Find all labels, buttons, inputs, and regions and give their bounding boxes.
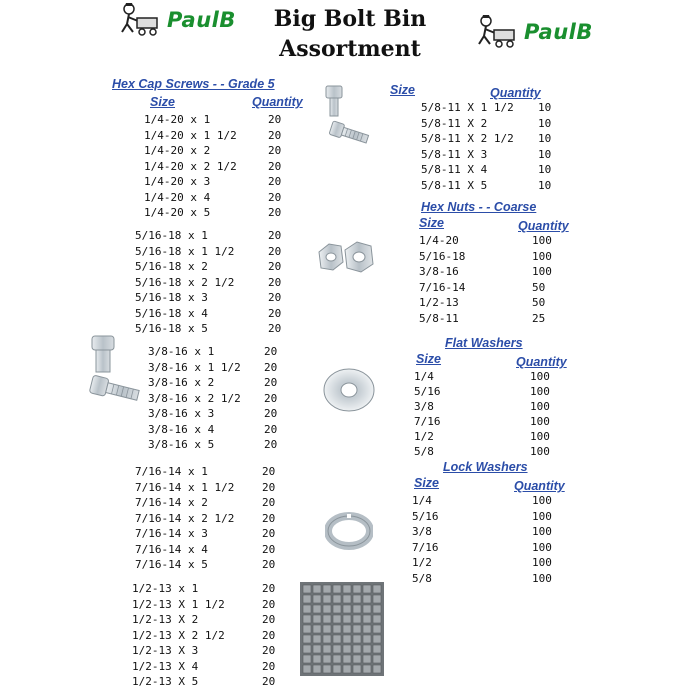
page-title	[0, 4, 700, 64]
quantity-value: 100	[532, 509, 552, 523]
quantity-value: 100	[530, 430, 550, 443]
size-value: 5/16-18 x 5	[135, 322, 208, 335]
hex-cap-row	[132, 628, 276, 642]
hex-cap-row	[148, 422, 278, 436]
size-value: 5/8-11	[419, 311, 459, 325]
quantity-value: 100	[532, 556, 552, 569]
quantity-value: 20	[262, 511, 276, 525]
lock-washers-title: Lock Washers	[443, 460, 528, 474]
quantity-value: 20	[268, 260, 282, 273]
lock-washers-row	[412, 494, 552, 507]
lock-washer-icon	[325, 512, 373, 550]
hex-nuts-row	[419, 265, 552, 278]
size-value: 5/16-18 x 1	[135, 229, 208, 242]
size-value: 5/16-18 x 4	[135, 306, 208, 320]
size-value: 1/4-20 x 1 1/2	[144, 128, 237, 142]
hex-cap-row	[148, 391, 278, 405]
size-value: 7/16-14 x 1 1/2	[135, 480, 235, 494]
hex-cap-row	[135, 527, 276, 540]
hex-cap-row	[135, 260, 282, 273]
hex-cap-row	[135, 306, 282, 320]
size-value: 1/4-20 x 2	[144, 144, 211, 157]
hex-cap-row	[132, 659, 276, 673]
lock-washers-row	[412, 525, 552, 538]
size-value: 3/8-16 x 3	[148, 407, 215, 420]
size-value: 3/8-16 x 1 1/2	[148, 360, 241, 374]
flat-washers-row	[414, 370, 550, 383]
quantity-value: 100	[532, 525, 552, 538]
title-line-2: Assortment	[279, 36, 421, 62]
hex-cap-row	[144, 159, 282, 173]
flat-washers-title: Flat Washers	[445, 336, 523, 350]
size-value: 3/8-16 x 2 1/2	[148, 391, 241, 405]
size-value: 1/4-20 x 5	[144, 206, 211, 219]
size-value: 1/2-13 x 1	[132, 582, 199, 595]
hex-cap-row	[132, 675, 276, 688]
title-line-1: Big Bolt Bin	[273, 6, 427, 32]
size-value: 1/4-20 x 3	[144, 175, 211, 188]
hex-cap-row	[135, 244, 282, 258]
size-value: 3/8-16	[419, 265, 459, 278]
hex-cap-row	[132, 644, 276, 657]
hex-bolt-icon	[318, 84, 374, 154]
size-value: 1/2-13 X 4	[132, 659, 199, 673]
logo-left	[115, 2, 236, 38]
quantity-value: 20	[264, 376, 278, 389]
hex-nuts-quantity-header: Quantity	[518, 219, 569, 233]
quantity-value: 20	[264, 345, 278, 358]
five-eighths-size-header: Size	[390, 83, 416, 97]
lock-washers-row	[412, 571, 552, 585]
hex-cap-row	[132, 582, 276, 595]
quantity-value: 20	[262, 659, 276, 673]
size-value: 1/2-13 X 3	[132, 644, 199, 657]
size-value: 1/4	[414, 370, 434, 383]
logo-right	[472, 14, 593, 50]
size-value: 3/8-16 x 4	[148, 422, 215, 436]
quantity-value: 50	[532, 280, 546, 294]
hex-cap-row	[135, 496, 276, 509]
quantity-value: 20	[268, 113, 282, 126]
size-value: 5/8-11 X 4	[421, 163, 488, 176]
lock-washers-size-header: Size	[414, 476, 440, 490]
quantity-value: 100	[532, 540, 552, 554]
flat-washers-size-header: Size	[416, 352, 442, 366]
size-value: 3/8-16 x 2	[148, 376, 215, 389]
size-value: 5/8-11 X 2 1/2	[421, 132, 514, 145]
quantity-value: 20	[268, 206, 282, 219]
quantity-value: 20	[262, 582, 276, 595]
size-value: 7/16-14 x 5	[135, 558, 208, 571]
hex-cap-row	[144, 190, 282, 204]
flat-washers-row	[414, 385, 550, 398]
five-eighths-row	[421, 147, 552, 161]
size-value: 1/2-13 X 1 1/2	[132, 597, 225, 611]
size-value: 1/2-13 X 2 1/2	[132, 628, 225, 642]
hex-cap-row	[135, 275, 282, 289]
size-value: 1/4-20 x 2 1/2	[144, 159, 237, 173]
quantity-value: 20	[262, 527, 276, 540]
quantity-value: 10	[538, 163, 552, 176]
quantity-value: 20	[262, 597, 276, 611]
hex-cap-row	[135, 558, 276, 571]
quantity-value: 10	[538, 178, 552, 192]
hex-cap-row	[135, 511, 276, 525]
size-value: 7/16-14 x 2 1/2	[135, 511, 235, 525]
quantity-value: 10	[538, 116, 552, 130]
hex-cap-row	[144, 113, 282, 126]
hex-nuts-row	[419, 311, 546, 325]
size-value: 3/8-16 x 5	[148, 438, 215, 451]
size-value: 5/8-11 X 3	[421, 147, 488, 161]
hex-cap-row	[148, 360, 278, 374]
quantity-value: 20	[264, 407, 278, 420]
size-value: 7/16-14 x 2	[135, 496, 208, 509]
size-value: 3/8-16 x 1	[148, 345, 215, 358]
five-eighths-quantity-header: Quantity	[490, 86, 541, 100]
hex-cap-row	[144, 144, 282, 157]
quantity-value: 10	[538, 147, 552, 161]
hex-nut-icon	[315, 238, 377, 284]
size-value: 7/16-14 x 1	[135, 465, 208, 478]
quantity-value: 100	[530, 400, 550, 413]
quantity-value: 20	[268, 159, 282, 173]
hex-cap-row	[148, 407, 278, 420]
quantity-value: 25	[532, 311, 546, 325]
size-value: 3/8	[414, 400, 434, 413]
quantity-value: 20	[268, 322, 282, 335]
lock-washers-row	[412, 556, 552, 569]
hex-cap-row	[144, 206, 282, 219]
flat-washers-row	[414, 445, 550, 458]
size-value: 1/2-13	[419, 296, 459, 309]
hex-nuts-title: Hex Nuts - - Coarse	[421, 200, 537, 214]
quantity-value: 20	[268, 275, 282, 289]
flat-washers-row	[414, 415, 550, 428]
hex-cap-quantity-header: Quantity	[252, 95, 303, 109]
lock-washers-row	[412, 540, 552, 554]
quantity-value: 20	[262, 558, 276, 571]
hex-nuts-size-header: Size	[419, 216, 445, 230]
size-value: 7/16-14 x 4	[135, 542, 208, 556]
size-value: 3/8	[412, 525, 432, 538]
logo-text-left: PaulB	[167, 8, 236, 32]
quantity-value: 10	[538, 132, 552, 145]
size-value: 7/16-14 x 3	[135, 527, 208, 540]
five-eighths-row	[421, 178, 552, 192]
size-value: 5/16-18 x 2 1/2	[135, 275, 235, 289]
size-value: 5/16-18 x 3	[135, 291, 208, 304]
hex-cap-row	[132, 613, 276, 626]
size-value: 5/8-11 X 1 1/2	[421, 101, 514, 114]
size-value: 1/2	[414, 430, 434, 443]
quantity-value: 20	[264, 422, 278, 436]
hex-cap-row	[135, 291, 282, 304]
flat-washers-row	[414, 400, 550, 413]
quantity-value: 20	[262, 628, 276, 642]
size-value: 5/16	[414, 385, 441, 398]
hex-nuts-row	[419, 249, 552, 263]
quantity-value: 20	[262, 542, 276, 556]
mascot-pushing-cart-icon	[472, 14, 518, 50]
quantity-value: 20	[262, 496, 276, 509]
quantity-value: 20	[268, 144, 282, 157]
size-value: 1/2-13 X 2	[132, 613, 199, 626]
hex-cap-row	[148, 438, 278, 451]
flat-washers-quantity-header: Quantity	[516, 355, 567, 369]
quantity-value: 20	[262, 480, 276, 494]
hex-nuts-row	[419, 234, 552, 247]
hex-cap-row	[135, 480, 276, 494]
quantity-value: 20	[264, 438, 278, 451]
quantity-value: 20	[268, 291, 282, 304]
size-value: 5/8	[412, 571, 432, 585]
hex-cap-row	[148, 376, 278, 389]
quantity-value: 100	[532, 234, 552, 247]
flat-washers-row	[414, 430, 550, 443]
size-value: 5/16-18 x 1 1/2	[135, 244, 235, 258]
logo-text-right: PaulB	[524, 20, 593, 44]
hex-cap-row	[135, 542, 276, 556]
size-value: 5/8-11 X 5	[421, 178, 488, 192]
size-value: 5/8	[414, 445, 434, 458]
hex-cap-row	[132, 597, 276, 611]
size-value: 1/4-20	[419, 234, 459, 247]
size-value: 1/2	[412, 556, 432, 569]
size-value: 5/16	[412, 509, 439, 523]
quantity-value: 20	[268, 229, 282, 242]
quantity-value: 20	[268, 306, 282, 320]
quantity-value: 20	[268, 244, 282, 258]
quantity-value: 20	[262, 644, 276, 657]
quantity-value: 20	[264, 391, 278, 405]
hex-cap-row	[148, 345, 278, 358]
size-value: 1/2-13 X 5	[132, 675, 199, 688]
size-value: 7/16	[414, 415, 441, 428]
size-value: 5/16-18	[419, 249, 466, 263]
quantity-value: 20	[262, 613, 276, 626]
size-value: 5/8-11 X 2	[421, 116, 488, 130]
hex-cap-size-header: Size	[150, 95, 176, 109]
lock-washers-row	[412, 509, 552, 523]
mascot-pushing-cart-icon	[115, 2, 161, 38]
size-value: 7/16	[412, 540, 439, 554]
quantity-value: 100	[530, 370, 550, 383]
hex-cap-row	[144, 175, 282, 188]
five-eighths-row	[421, 132, 552, 145]
five-eighths-row	[421, 163, 552, 176]
quantity-value: 100	[530, 415, 550, 428]
size-value: 1/4-20 x 1	[144, 113, 211, 126]
flat-washer-icon	[322, 367, 376, 413]
quantity-value: 100	[532, 494, 552, 507]
quantity-value: 10	[538, 101, 552, 114]
five-eighths-row	[421, 101, 552, 114]
quantity-value: 100	[532, 265, 552, 278]
hex-cap-row	[135, 229, 282, 242]
size-value: 5/16-18 x 2	[135, 260, 208, 273]
lock-washers-quantity-header: Quantity	[514, 479, 565, 493]
quantity-value: 20	[264, 360, 278, 374]
quantity-value: 20	[268, 175, 282, 188]
hex-cap-row	[135, 465, 276, 478]
quantity-value: 100	[530, 445, 550, 458]
quantity-value: 20	[268, 128, 282, 142]
hex-cap-row	[135, 322, 282, 335]
hex-cap-row	[144, 128, 282, 142]
size-value: 7/16-14	[419, 280, 466, 294]
five-eighths-row	[421, 116, 552, 130]
quantity-value: 20	[268, 190, 282, 204]
quantity-value: 50	[532, 296, 546, 309]
quantity-value: 100	[532, 249, 552, 263]
hex-cap-title: Hex Cap Screws - - Grade 5	[112, 77, 275, 91]
hex-bolt-icon	[82, 330, 144, 414]
size-value: 1/4	[412, 494, 432, 507]
size-value: 1/4-20 x 4	[144, 190, 211, 204]
quantity-value: 100	[530, 385, 550, 398]
compartment-bin-icon	[300, 582, 384, 676]
quantity-value: 20	[262, 465, 276, 478]
quantity-value: 100	[532, 571, 552, 585]
hex-nuts-row	[419, 280, 546, 294]
hex-nuts-row	[419, 296, 546, 309]
quantity-value: 20	[262, 675, 276, 688]
